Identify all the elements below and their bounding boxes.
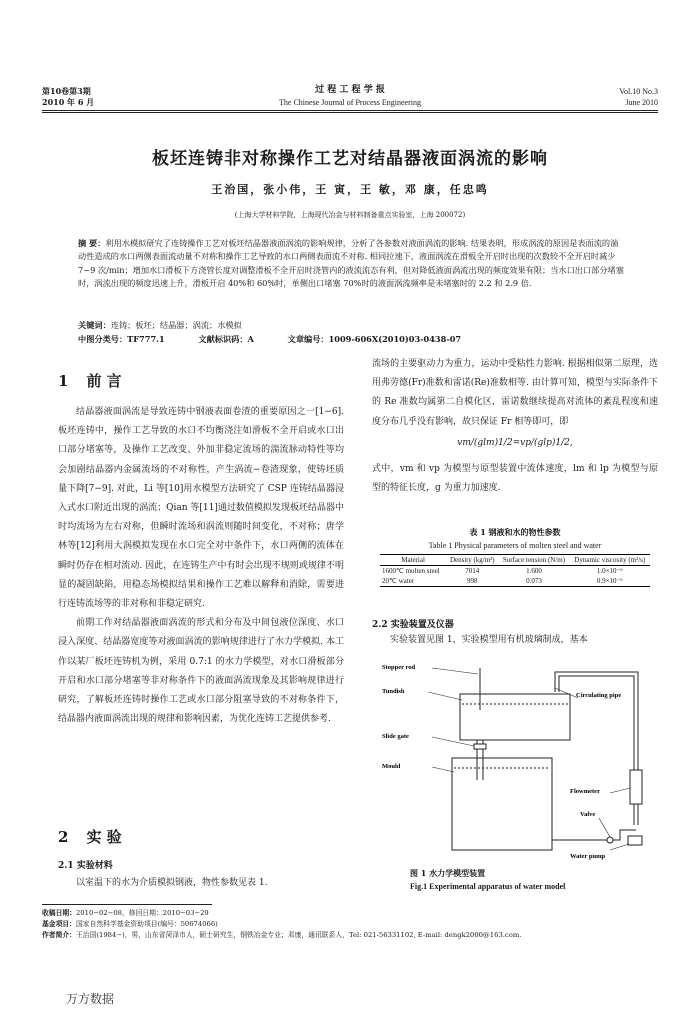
footnote-rule <box>42 904 212 905</box>
label-mould: Mould <box>382 763 401 770</box>
subsection-2-1-heading: 2.1 实验材料 <box>58 861 113 871</box>
section-1-body <box>58 403 344 729</box>
water-pump-shape <box>628 836 642 845</box>
subsection-2-2-body <box>372 631 658 650</box>
art-label: 文章编号： <box>287 334 329 344</box>
flowmeter-shape <box>630 770 642 804</box>
section-1-title: 前 言 <box>86 372 122 390</box>
label-flowmeter: Flowmeter <box>570 788 600 795</box>
apparatus-paragraph: 实验装置见图 1，实验模型用有机玻璃制成，基本 <box>390 635 588 645</box>
froude-formula: vm/(glm)1/2=vp/(glp)1/2, <box>457 438 573 448</box>
table-cell: 1600℃ molten steel <box>382 567 440 575</box>
intro-paragraph-1: 结晶器液面涡流是导致连铸中钢液表面卷渣的重要原因之一[1−6]. 板坯连铸中，操作工艺导致的水口不均衡浇注如滑板不全开启或水口出口部分堵塞等，及操作工艺改变、外加非稳定流场的湍流脉动特性等均会加剧结晶器内金属流场的不对称性，产生涡流−卷渣现象，使铸坯质量下降[7−9]. 对此，Li 等[10]用水模型方法研究了 CSP 连铸结晶器浸入式水口附近出现的涡流；Qian 等[11]通过数值模拟发现板坯结晶器中时均流场为左右对称，但瞬时流场和涡流则随时间变化，不对称；唐学林等[12]利用大涡模拟发现在水口完全对中条件下，水口两侧的流体在瞬时仍存在相对流动. 因此，在连铸生产中有时会出现不规则或规律不明显的凝固缺陷，用稳态场模拟结果和操作工艺难以解释和消除，需要进行连铸流场等的非对称和非稳定研究. <box>58 407 344 610</box>
label-slide-gate: Slide gate <box>382 733 409 740</box>
doc-value: A <box>247 334 254 344</box>
valve-shape <box>607 837 613 843</box>
figure-1-caption-en: Fig.1 Experimental apparatus of water model <box>410 882 566 891</box>
footnote-fund: 基金项目：国家自然科学基金资助项目(编号：50674066) <box>42 920 218 928</box>
table-row <box>380 576 650 587</box>
clc-value: TF777.1 <box>127 334 165 344</box>
similarity-paragraph: 流场的主要驱动力为重力，运动中受粘性力影响. 根据相似第二原理，选用弗劳德(Fr)准数和雷诺(Re)准数相等. 由计算可知，模型与实际条件下的 Re 准数均属第二自模化区，雷诺数继续提高对流体的紊乱程度和速度分布几乎没有影响，故只保证 Fr 相等即可，即 <box>372 359 658 427</box>
header-volume: 第10卷第3期 <box>42 86 91 96</box>
figure-1-caption-cn: 图 1 水力学模型装置 <box>410 868 486 878</box>
slide-gate-shape <box>474 744 486 749</box>
tundish-shape <box>460 694 570 740</box>
header-rule-2 <box>42 112 658 113</box>
keywords <box>78 319 626 332</box>
abstract <box>78 237 626 290</box>
figure-1-apparatus <box>380 660 660 860</box>
label-water-pump: Water pump <box>570 853 606 860</box>
table-header-cell: Surface tension (N/m) <box>498 555 569 566</box>
keywords-label: 关键词： <box>78 320 111 330</box>
abstract-text: 利用水模拟研究了连铸操作工艺对板坯结晶器液面涡流的影响规律，分析了各参数对液面涡流的影响. 结果表明，形成涡流的原因是表面流的湍动性造成的水口两侧表面流动量不对称和操作工艺导致的水口两侧表面流不对称. 相同拉速下，液面涡流在滑板全开启时出现的次数较不全开启时减少 7~9 次/min；增加水口滑板下方浇管长度对调整滑板不全开启时浇管内的液流流态有利，但对降低液面涡流出现的频度效果有限；当水口出口部分堵塞时，涡流出现的频度迅速上升，滑板开启 40%和 60%时，单侧出口堵塞 70%时的液面涡流频率是未堵塞时的 2.2 和 2.9 倍. <box>78 238 624 288</box>
author-list: 王治国，张小伟，王 寅，王 敏，邓 康，任忠鸣 <box>211 183 489 196</box>
section-2-number: 2 <box>58 828 69 846</box>
section-2-title: 实 验 <box>86 828 122 846</box>
art-value: 1009-606X(2010)03-0438-07 <box>328 334 462 344</box>
section-1-number: 1 <box>58 372 69 390</box>
formula-explanation-text: 式中，vm 和 vp 为模型与原型装置中流体速度，lm 和 lp 为模型与原型的特征长度，g 为重力加速度. <box>372 464 658 494</box>
right-column-text <box>372 355 658 432</box>
intro-paragraph-2: 前期工作对结晶器液面涡流的形式和分布及中间包液位深度、水口浸入深度、结晶器宽度等对液面涡流的影响规律进行了水力学模拟. 本工作以某厂板坯连铸机为例，采用 0.7:1 的水力学模型，对水口滑板部分开启和水口部分堵塞等非对称条件下的液面涡流现象及其影响规律进行研究，了解板坯连铸时操作工艺或水口部分阻塞导致的不对称条件下，结晶器内液面涡流出现的规律和影响因素，为优化连铸工艺提供参考. <box>58 618 344 725</box>
label-valve: Valve <box>580 811 596 818</box>
classification-line <box>78 333 626 346</box>
table-header-cell: Dynamic viscosity (m²/s) <box>570 555 650 566</box>
paper-title: 板坯连铸非对称操作工艺对结晶器液面涡流的影响 <box>152 149 548 169</box>
footnotes <box>42 908 662 941</box>
label-circulating-pipe: Circulating pipe <box>576 692 622 699</box>
table-cell: 998 <box>446 576 498 587</box>
table-cell: 7014 <box>465 567 480 575</box>
header-date-en: June 2010 <box>625 98 658 107</box>
label-tundish: Tundish <box>382 688 405 695</box>
mould-shape <box>452 758 552 850</box>
affiliation: (上海大学材料学院，上海现代冶金与材料制备重点实验室，上海 200072) <box>234 211 466 219</box>
table-cell: 20℃ water <box>380 576 446 587</box>
header-journal-cn: 过 程 工 程 学 报 <box>315 85 385 95</box>
header-date: 2010 年 6 月 <box>42 97 95 107</box>
table-1-caption-en: Table 1 Physical parameters of molten steel and water <box>428 541 602 550</box>
footnote-received: 收稿日期：2010−02−08，修回日期：2010−03−29 <box>42 909 209 917</box>
clc-label: 中图分类号： <box>78 334 128 344</box>
subsection-2-1-body <box>58 874 344 893</box>
table-header-cell: Density (kg/m³) <box>446 555 498 566</box>
header-journal-en: The Chinese Journal of Process Engineering <box>279 98 421 107</box>
keywords-text: 连铸；板坯；结晶器；涡流；水模拟 <box>110 320 242 330</box>
table-1-caption-cn: 表 1 钢液和水的物性参数 <box>469 527 561 537</box>
abstract-label: 摘 要： <box>78 238 106 248</box>
table-header-cell: Material <box>380 555 446 566</box>
section-2-heading <box>58 826 122 847</box>
label-stopper-rod: Stopper rod <box>382 664 416 671</box>
table-cell: 0.9×10⁻⁶ <box>570 576 650 587</box>
table-cell: 1.600 <box>526 567 542 575</box>
watermark: 万方数据 <box>66 992 115 1006</box>
subsection-2-2-heading: 2.2 实验装置及仪器 <box>372 620 454 630</box>
table-header-row <box>380 555 650 566</box>
doc-label: 文献标识码： <box>198 334 248 344</box>
materials-paragraph: 以室温下的水为介质模拟钢液，物性参数见表 1. <box>76 878 268 888</box>
table-cell: 0.073 <box>498 576 569 587</box>
footnote-author: 作者简介：王治国(1984−)，男，山东省菏泽市人，硕士研究生，钢铁冶金专业；邓康，通讯联系人，Tel: 021-56331102, E-mail: dengk2000@163.com. <box>42 931 522 939</box>
formula-explanation <box>372 460 658 498</box>
section-1-heading <box>58 370 122 391</box>
table-row <box>380 566 650 577</box>
table-1 <box>380 554 650 587</box>
header-rule <box>42 110 658 111</box>
table-cell: 1.0×10⁻⁶ <box>596 567 623 575</box>
header-vol-en: Vol.10 No.3 <box>619 87 658 96</box>
